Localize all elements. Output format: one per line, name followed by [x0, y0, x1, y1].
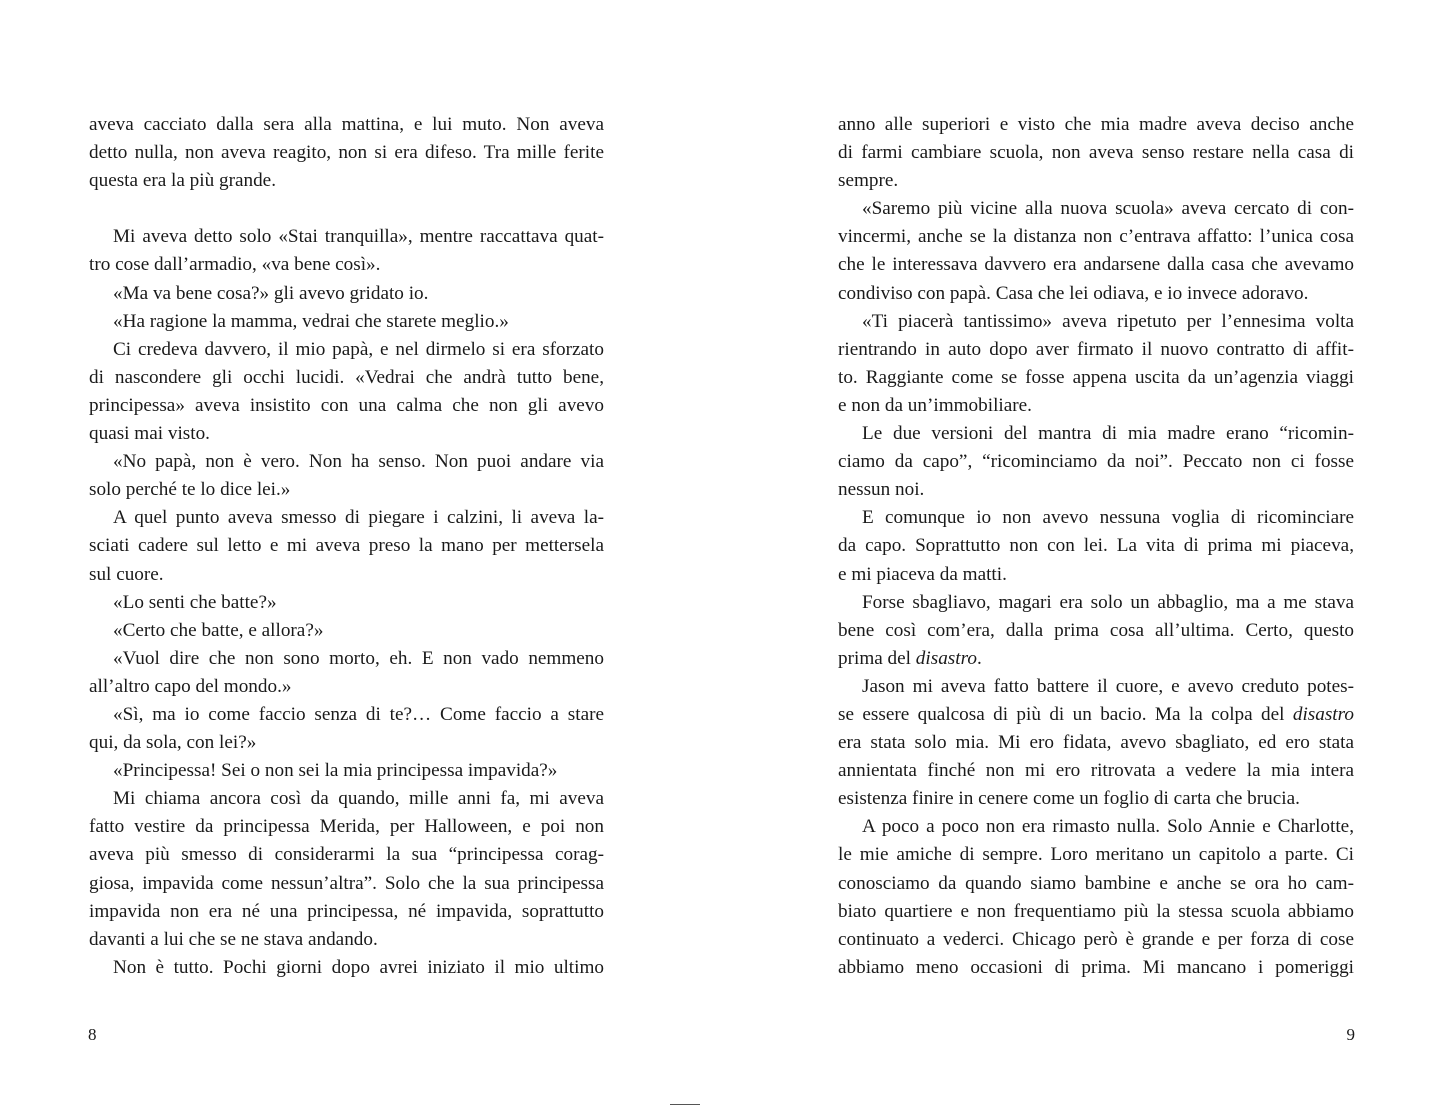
text-line: «No papà, non è vero. Non ha senso. Non puoi andare via — [113, 451, 604, 473]
text-line: davanti a lui che se ne stava andando. — [89, 928, 378, 950]
right-page-text — [838, 111, 1354, 982]
text-line: di farmi cambiare scuola, non aveva senso restare nella casa di — [838, 142, 1354, 164]
text-line: detto nulla, non aveva reagito, non si era difeso. Tra mille ferite — [89, 142, 604, 164]
text-line: «Saremo più vicine alla nuova scuola» aveva cercato di con- — [862, 198, 1354, 220]
text-line: impavida non era né una principessa, né impavida, soprattutto — [89, 900, 604, 922]
text-line: «Ti piacerà tantissimo» aveva ripetuto per l’ennesima volta — [862, 310, 1354, 332]
text-line: giosa, impavida come nessun’altra”. Solo che la sua principessa — [89, 872, 604, 894]
text-line: prima del disastro. — [838, 647, 982, 669]
text-line: continuato a vederci. Chicago però è grande e per forza di cose — [838, 928, 1354, 950]
text-line: Mi aveva detto solo «Stai tranquilla», mentre raccattava quat- — [113, 226, 604, 248]
text-line: annientata finché non mi ero ritrovata a vedere la mia intera — [838, 760, 1354, 782]
text-line: principessa» aveva insistito con una calma che non gli avevo — [89, 394, 604, 416]
text-line: A poco a poco non era rimasto nulla. Solo Annie e Charlotte, — [862, 816, 1354, 838]
text-line: Non è tutto. Pochi giorni dopo avrei iniziato il mio ultimo — [113, 956, 604, 978]
text-line: sempre. — [838, 170, 899, 192]
text-line: aveva cacciato dalla sera alla mattina, e lui muto. Non aveva — [89, 114, 604, 135]
text-line: «Certo che batte, e allora?» — [113, 619, 324, 641]
text-line: rientrando in auto dopo aver firmato il nuovo contratto di affit- — [838, 338, 1354, 360]
text-line: fatto vestire da principessa Merida, per Halloween, e poi non — [89, 816, 604, 838]
text-line: «Vuol dire che non sono morto, eh. E non vado nemmeno — [113, 647, 604, 669]
text-line: e mi piaceva da matti. — [838, 563, 1007, 585]
italic-word: disastro — [915, 647, 977, 669]
page-number-left: 8 — [88, 1025, 97, 1044]
text-line: Mi chiama ancora così da quando, mille anni fa, mi aveva — [113, 788, 604, 810]
left-page-text — [89, 111, 604, 982]
text-line: se essere qualcosa di più di un bacio. Ma la colpa del disastro — [838, 703, 1354, 725]
text-line: le mie amiche di sempre. Loro meritano un capitolo a parte. Ci — [838, 844, 1354, 866]
text-line: e non da un’immobiliare. — [838, 394, 1032, 416]
text-line: di nascondere gli occhi lucidi. «Vedrai che andrà tutto bene, — [89, 366, 604, 388]
text-line: «Ha ragione la mamma, vedrai che starete meglio.» — [113, 310, 509, 332]
text-line: questa era la più grande. — [89, 170, 276, 192]
text-line: sul cuore. — [89, 563, 164, 585]
text-line: biato quartiere e non frequentiamo più la stessa scuola abbiamo — [838, 900, 1354, 922]
text-line: tro cose dall’armadio, «va bene così». — [89, 254, 381, 276]
text-line: nessun noi. — [838, 479, 925, 501]
text-line: aveva più smesso di considerarmi la sua “principessa corag- — [89, 844, 604, 866]
text-line: Le due versioni del mantra di mia madre erano “ricomin- — [862, 423, 1354, 445]
text-line: «Lo senti che batte?» — [113, 591, 277, 613]
text-line: esistenza finire in cenere come un foglio di carta che brucia. — [838, 788, 1300, 810]
text-line: all’altro capo del mondo.» — [89, 675, 292, 697]
text-line: abbiamo meno occasioni di prima. Mi mancano i pomeriggi — [838, 956, 1354, 978]
page-number-right: 9 — [1346, 1025, 1355, 1044]
text-line: anno alle superiori e visto che mia madre aveva deciso anche — [838, 114, 1354, 135]
text-line: qui, da sola, con lei?» — [89, 732, 257, 754]
text-line: bene così com’era, dalla prima cosa all’ultima. Certo, questo — [838, 619, 1354, 641]
text-line: solo perché te lo dice lei.» — [89, 479, 291, 501]
text-line: quasi mai visto. — [89, 423, 210, 445]
text-line: Forse sbagliavo, magari era solo un abbaglio, ma a me stava — [862, 591, 1354, 613]
text-line: «Ma va bene cosa?» gli avevo gridato io. — [113, 282, 429, 304]
text-line: conosciamo da quando siamo bambine e anche se ora ho cam- — [838, 872, 1354, 894]
text-line: ciamo da capo”, “ricominciamo da noi”. Peccato non ci fosse — [838, 451, 1354, 473]
text-line: «Sì, ma io come faccio senza di te?… Come faccio a stare — [113, 703, 604, 725]
text-line: sciati cadere sul letto e mi aveva preso la mano per mettersela — [89, 535, 604, 557]
text-line: da capo. Soprattutto non con lei. La vita di prima mi piaceva, — [838, 535, 1354, 557]
text-line: A quel punto aveva smesso di piegare i calzini, li aveva la- — [113, 507, 604, 529]
text-line: era stata solo mia. Mi ero fidata, avevo sbagliato, ed ero stata — [838, 732, 1354, 754]
text-line: vincermi, anche se la distanza non c’entrava affatto: l’unica cosa — [838, 226, 1354, 248]
text-line: che le interessava davvero era andarsene dalla casa che avevamo — [838, 254, 1354, 276]
text-line: to. Raggiante come se fosse appena uscita da un’agenzia viaggi — [838, 366, 1354, 388]
spread-divider-mark — [670, 1104, 700, 1105]
italic-word: disastro — [1292, 703, 1354, 725]
text-line: E comunque io non avevo nessuna voglia di ricominciare — [862, 507, 1354, 529]
paragraph-gap — [89, 195, 604, 223]
text-line: Jason mi aveva fatto battere il cuore, e avevo creduto potes- — [862, 675, 1354, 697]
text-line: condiviso con papà. Casa che lei odiava, e io invece adoravo. — [838, 282, 1309, 304]
text-line: «Principessa! Sei o non sei la mia principessa impavida?» — [113, 760, 558, 782]
text-line: Ci credeva davvero, il mio papà, e nel dirmelo si era sforzato — [113, 338, 604, 360]
